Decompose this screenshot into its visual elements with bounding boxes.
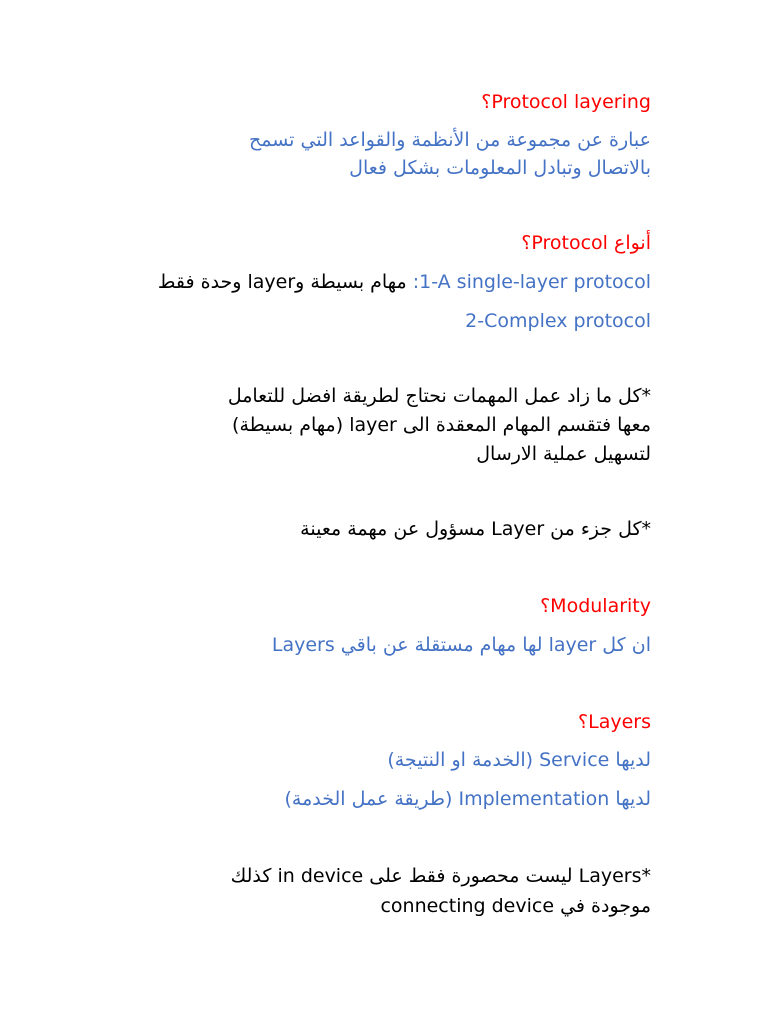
protocol-type-2: 2-Complex protocol [465, 310, 651, 332]
protocol-type-1-description: مهام بسيطة وlayer وحدة فقط [157, 271, 413, 293]
layers-note-line2: موجودة في connecting device [380, 895, 651, 917]
modularity-heading: Modularity؟ [540, 595, 651, 617]
layers-implementation: لديها Implementation (طريقة عمل الخدمة) [284, 788, 651, 810]
protocol-type-1-term: 1-A single-layer protocol [419, 271, 651, 293]
protocol-type-1 [51, 268, 651, 296]
protocol-layering-definition-line2: بالاتصال وتبادل المعلومات بشكل فعال [349, 157, 651, 179]
protocol-layering-heading: Protocol layering؟ [481, 91, 651, 113]
layers-heading: Layers؟ [578, 711, 651, 733]
protocol-type-1-colon: : [412, 271, 420, 293]
note-2: *كل جزء من Layer مسؤول عن مهمة معينة [300, 518, 651, 540]
layers-note-line1: *Layers ليست محصورة فقط على in device كذلك [230, 865, 651, 887]
protocol-layering-definition-line1: عبارة عن مجموعة من الأنظمة والقواعد التي تسمح [248, 129, 651, 151]
protocol-types-heading: أنواع Protocol؟ [521, 232, 651, 254]
note-1-line2: معها فتقسم المهام المعقدة الى layer (مهام بسيطة) [232, 414, 651, 436]
layers-service: لديها Service (الخدمة او النتيجة) [387, 749, 651, 771]
note-1-line3: لتسهيل عملية الارسال [476, 443, 651, 465]
note-1-line1: *كل ما زاد عمل المهمات نحتاج لطريقة افضل للتعامل [227, 385, 651, 407]
modularity-definition: ان كل layer لها مهام مستقلة عن باقي Layers [271, 634, 651, 656]
